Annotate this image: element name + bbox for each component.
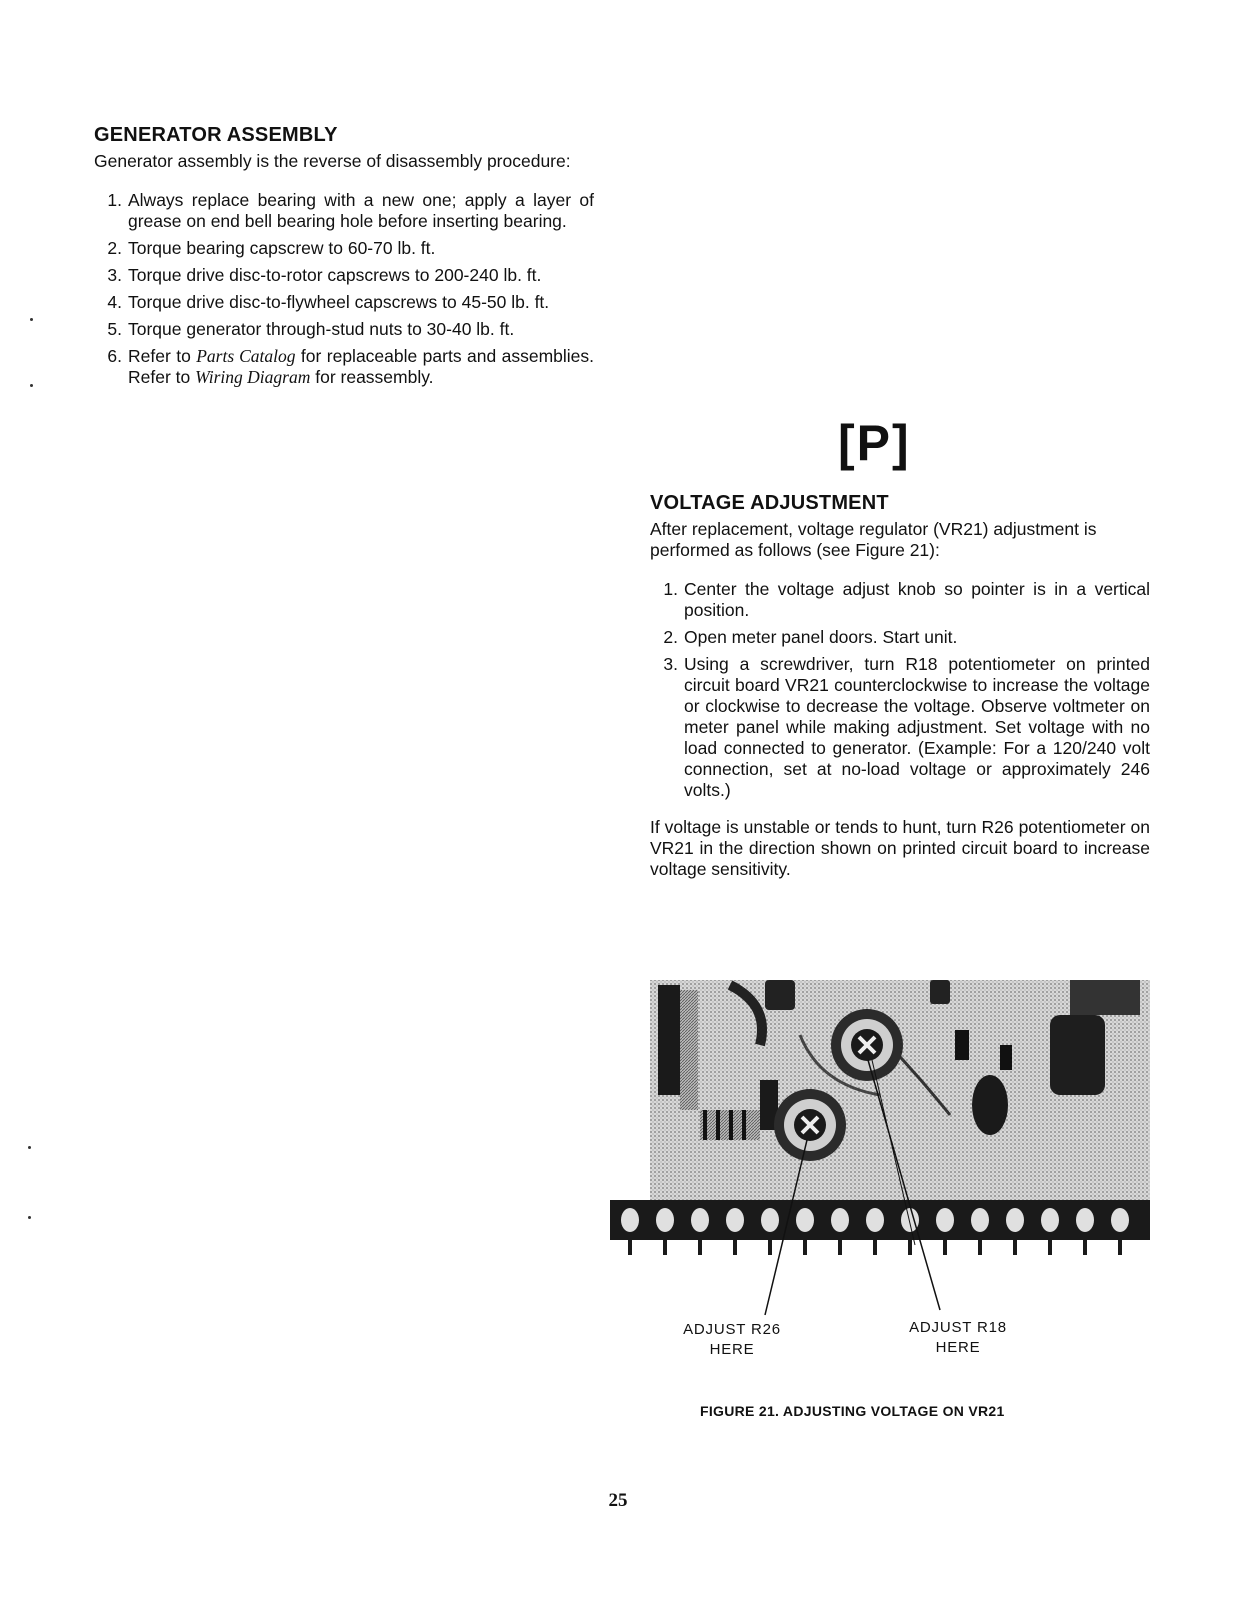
- scan-speck: [30, 318, 33, 321]
- voltage-adjustment-title: VOLTAGE ADJUSTMENT: [650, 492, 889, 514]
- voltage-adjustment-steps: [650, 579, 1150, 801]
- list-item: 3. Using a screwdriver, turn R18 potentiometer on printed circuit board VR21 counterclockwise to increase the voltage or clockwise to decrease the voltage. Observe voltmeter on meter panel while making adjustment. Set voltage with no load connected to generator. (Example: For a 120/240 volt connection, set at no-load voltage or approximately 246 volts.): [663, 654, 1150, 800]
- generator-assembly-section: [94, 124, 594, 394]
- list-item: 2. Open meter panel doors. Start unit.: [663, 627, 958, 647]
- voltage-adjustment-section: [650, 492, 1150, 880]
- scan-speck: [28, 1216, 31, 1219]
- figure-caption: FIGURE 21. ADJUSTING VOLTAGE ON VR21: [700, 1403, 1005, 1419]
- list-item: 2. Torque bearing capscrew to 60-70 lb. ft.: [107, 238, 436, 258]
- list-item: 1. Always replace bearing with a new one; apply a layer of grease on end bell bearing hole before inserting bearing.: [107, 190, 594, 231]
- generator-assembly-steps: [94, 190, 594, 388]
- scan-speck: [30, 384, 33, 387]
- list-item: 3. Torque drive disc-to-rotor capscrews to 200-240 lb. ft.: [107, 265, 542, 285]
- list-item: 6. Refer to Parts Catalog for replaceable parts and assemblies. Refer to Wiring Diagram for reassembly.: [107, 346, 594, 387]
- list-item: 1. Center the voltage adjust knob so pointer is in a vertical position.: [663, 579, 1150, 620]
- callout-r26: ADJUST R26 HERE: [683, 1321, 781, 1358]
- wiring-diagram-reference: Wiring Diagram: [195, 367, 311, 387]
- voltage-sensitivity-paragraph: If voltage is unstable or tends to hunt, turn R26 potentiometer on VR21 in the direction shown on printed circuit board to increase voltage sensitivity.: [650, 817, 1150, 879]
- voltage-adjustment-intro: After replacement, voltage regulator (VR21) adjustment is performed as follows (see Figure 21):: [650, 519, 1097, 560]
- list-item: 4. Torque drive disc-to-flywheel capscrews to 45-50 lb. ft.: [107, 292, 550, 312]
- generator-assembly-title: GENERATOR ASSEMBLY: [94, 124, 338, 146]
- circuit-board-illustration: [610, 975, 1150, 1365]
- list-item: 5. Torque generator through-stud nuts to 30-40 lb. ft.: [107, 319, 515, 339]
- page-marker: [P]: [838, 415, 911, 471]
- circuit-board-photo: [610, 975, 1150, 1365]
- scan-speck: [28, 1146, 31, 1149]
- generator-assembly-intro: Generator assembly is the reverse of disassembly procedure:: [94, 151, 571, 171]
- callout-r18: ADJUST R18 HERE: [909, 1319, 1007, 1356]
- parts-catalog-reference: Parts Catalog: [196, 346, 296, 366]
- page-number: 25: [608, 1490, 628, 1511]
